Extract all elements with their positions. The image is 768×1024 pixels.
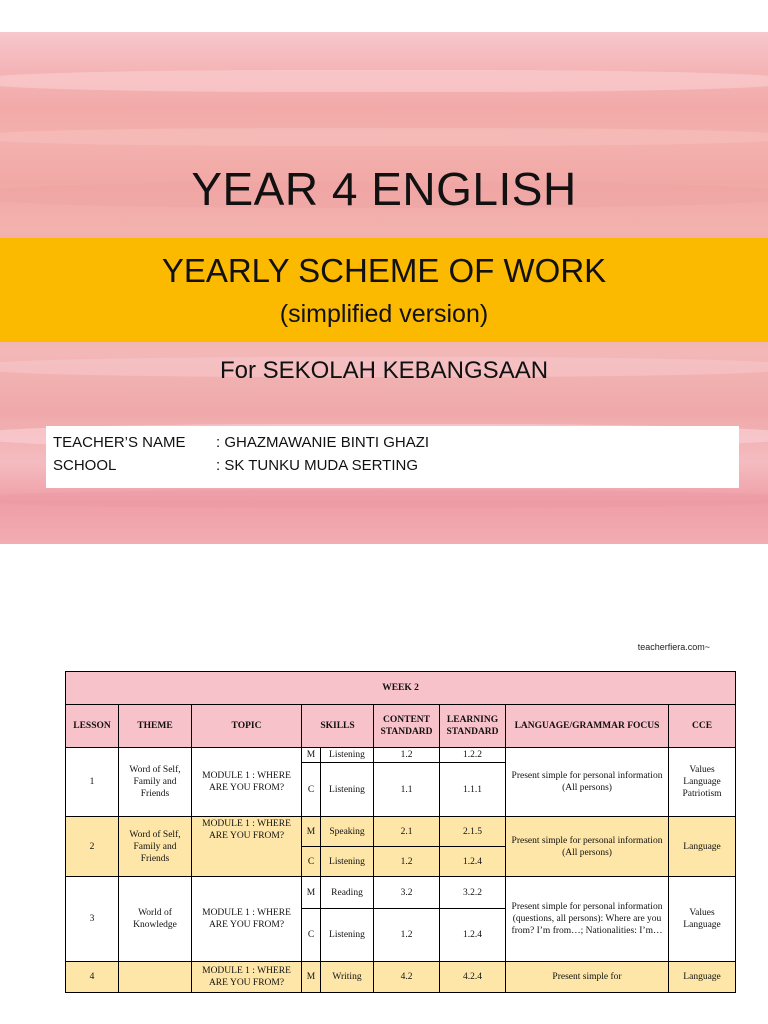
cover-banner	[0, 32, 768, 544]
skill: Listening	[321, 748, 374, 763]
brush-stroke	[0, 70, 768, 92]
learning-standard: 1.1.1	[440, 763, 506, 817]
brush-stroke	[0, 128, 768, 146]
lesson-topic: MODULE 1 : WHERE ARE YOU FROM?	[192, 748, 302, 817]
header-learning-standard: LEARNING STANDARD	[440, 705, 506, 748]
skill: Listening	[321, 909, 374, 962]
cce-value: Values Language Patriotism	[669, 748, 736, 817]
header-skills: SKILLS	[302, 705, 374, 748]
brush-stroke	[0, 490, 768, 508]
grammar-focus: Present simple for personal information (All persons)	[506, 817, 669, 877]
learning-standard: 2.1.5	[440, 817, 506, 847]
document-subtitle: YEARLY SCHEME OF WORK	[161, 252, 607, 289]
content-standard: 1.2	[374, 909, 440, 962]
main-complementary: M	[302, 817, 321, 847]
learning-standard: 3.2.2	[440, 877, 506, 909]
header-theme: THEME	[119, 705, 192, 748]
lesson-theme: World of Knowledge	[119, 877, 192, 962]
version-note: (simplified version)	[279, 300, 489, 328]
school-row	[53, 457, 418, 474]
scheme-table	[65, 671, 736, 993]
header-topic: TOPIC	[192, 705, 302, 748]
teacher-name-value: : GHAZMAWANIE BINTI GHAZI	[216, 434, 430, 451]
grammar-focus: Present simple for personal information (questions, all persons): Where are you from? I’m from…; Nationalities: I’m…	[506, 877, 669, 962]
grammar-focus: Present simple for	[506, 962, 669, 993]
content-standard: 1.1	[374, 763, 440, 817]
learning-standard: 1.2.2	[440, 748, 506, 763]
grammar-focus: Present simple for personal information (All persons)	[506, 748, 669, 817]
content-standard: 1.2	[374, 748, 440, 763]
teacher-info-box	[46, 426, 739, 488]
learning-standard: 1.2.4	[440, 909, 506, 962]
main-complementary: C	[302, 909, 321, 962]
header-cce: CCE	[669, 705, 736, 748]
document-title: YEAR 4 ENGLISH	[191, 163, 577, 215]
skill: Listening	[321, 763, 374, 817]
header-content-standard: CONTENT STANDARD	[374, 705, 440, 748]
main-complementary: M	[302, 877, 321, 909]
main-complementary: C	[302, 763, 321, 817]
cce-value: Values Language	[669, 877, 736, 962]
content-standard: 4.2	[374, 962, 440, 993]
school-value: : SK TUNKU MUDA SERTING	[216, 457, 418, 474]
header-lesson: LESSON	[66, 705, 119, 748]
school-type: For SEKOLAH KEBANGSAAN	[219, 357, 549, 384]
content-standard: 2.1	[374, 817, 440, 847]
skill: Reading	[321, 877, 374, 909]
cce-value: Language	[669, 962, 736, 993]
teacher-name-row	[53, 434, 429, 451]
lesson-topic: MODULE 1 : WHERE ARE YOU FROM?	[192, 817, 302, 877]
skill: Speaking	[321, 817, 374, 847]
lesson-number: 4	[66, 962, 119, 993]
skill: Writing	[321, 962, 374, 993]
content-standard: 3.2	[374, 877, 440, 909]
lesson-theme: Word of Self, Family and Friends	[119, 817, 192, 877]
main-complementary: M	[302, 748, 321, 763]
lesson-topic: MODULE 1 : WHERE ARE YOU FROM?	[192, 877, 302, 962]
lesson-number: 1	[66, 748, 119, 817]
week-heading: WEEK 2	[66, 672, 736, 705]
main-complementary: C	[302, 847, 321, 877]
content-standard: 1.2	[374, 847, 440, 877]
lesson-number: 3	[66, 877, 119, 962]
lesson-topic: MODULE 1 : WHERE ARE YOU FROM?	[192, 962, 302, 993]
teacher-name-label: TEACHER’S NAME	[53, 434, 186, 451]
cce-value: Language	[669, 817, 736, 877]
skill: Listening	[321, 847, 374, 877]
lesson-theme: Word of Self, Family and Friends	[119, 748, 192, 817]
main-complementary: M	[302, 962, 321, 993]
learning-standard: 4.2.4	[440, 962, 506, 993]
learning-standard: 1.2.4	[440, 847, 506, 877]
lesson-number: 2	[66, 817, 119, 877]
credit-text: teacherfiera.com~	[637, 642, 710, 652]
school-label: SCHOOL	[53, 457, 117, 474]
header-focus: LANGUAGE/GRAMMAR FOCUS	[506, 705, 669, 748]
lesson-theme	[119, 962, 192, 993]
